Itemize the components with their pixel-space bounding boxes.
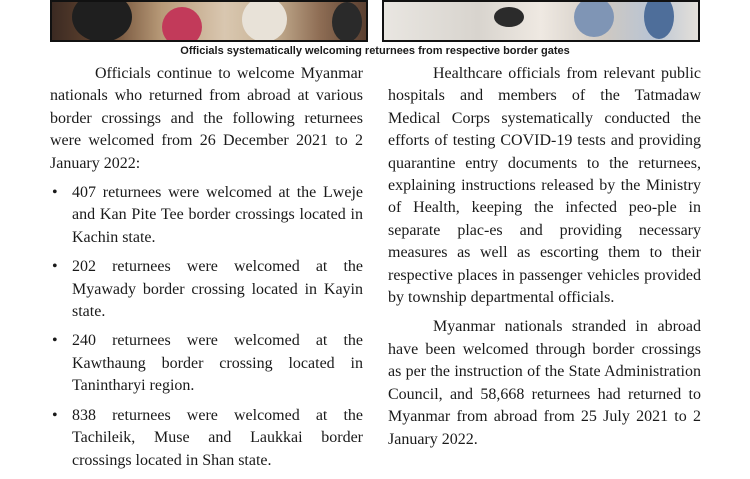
list-item-text: 202 returnees were welcomed at the Myawady border crossing located in Kayin state.	[72, 258, 363, 321]
list-item-text: 838 returnees were welcomed at the Tachileik, Muse and Laukkai border crossings located in Shan state.	[72, 406, 363, 469]
welcome-photo-right	[382, 0, 700, 42]
returnees-total-paragraph: Myanmar nationals stranded in abroad have been welcomed through border crossings as per the instruction of the State Administration Council, and 58,668 returnees had returned to Myanmar from abroad from 25 July 2021 to 2 January 2022.	[388, 318, 701, 448]
photo-caption: Officials systematically welcoming returnees from respective border gates	[180, 45, 570, 57]
bullet-dot-icon: •	[52, 184, 58, 202]
healthcare-paragraph: Healthcare officials from relevant public hospitals and members of the Tatmadaw Medical Corps systematically conducted the efforts of testing COVID-19 tests and providing quarantine entry documents to the returnees, explaining instructions released by the Ministry of Health, keeping the infected peo-ple in separate plac-es and providing necessary measures as well as escorting them to their respective places in passenger vehicles provided by township departmental officials.	[388, 65, 701, 307]
list-item	[50, 182, 363, 249]
list-item	[50, 405, 363, 472]
list-item	[50, 256, 363, 323]
bullet-dot-icon: •	[52, 406, 58, 424]
list-item-text: 407 returnees were welcomed at the Lweje and Kan Pite Tee border crossings located in Kachin state.	[72, 184, 363, 246]
bullet-dot-icon: •	[52, 332, 58, 350]
bullet-dot-icon: •	[52, 258, 58, 276]
right-column	[388, 63, 701, 451]
returnee-list	[50, 182, 363, 472]
left-column	[50, 63, 363, 479]
list-item	[50, 330, 363, 397]
welcome-photo-left	[50, 0, 368, 42]
intro-paragraph: Officials continue to welcome Myanmar nationals who returned from abroad at various border crossings and the following returnees were welcomed from 26 December 2021 to 2 January 2022:	[50, 65, 363, 172]
list-item-text: 240 returnees were welcomed at the Kawthaung border crossing located in Tanintharyi region.	[72, 332, 363, 395]
